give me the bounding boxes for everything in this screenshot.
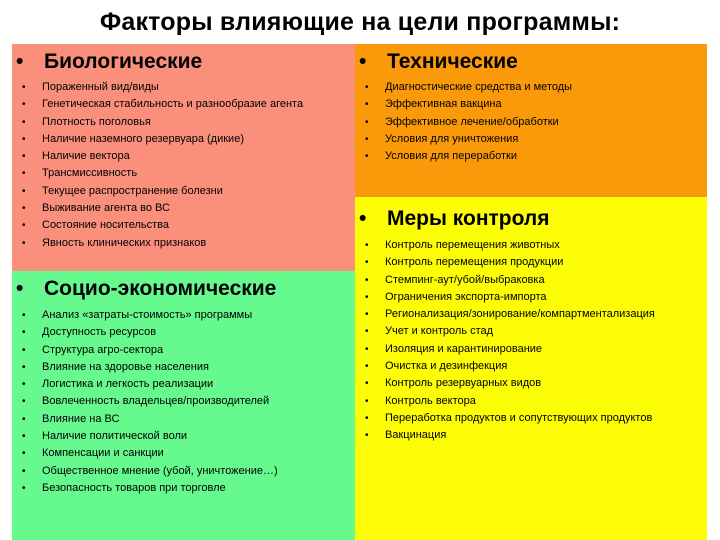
list-item: • Трансмиссивность <box>22 167 347 180</box>
list-item: • Компенсации и санкции <box>22 447 347 460</box>
technical-heading-text: Технические <box>387 50 518 73</box>
socio-economic-heading-text: Социо-экономические <box>44 277 277 300</box>
socio-economic-heading: • Социо-экономические <box>16 277 277 300</box>
list-item: • Контроль резервуарных видов <box>365 377 701 390</box>
socio-economic-list <box>22 309 347 499</box>
list-item: • Наличие вектора <box>22 150 347 163</box>
list-item: • Выживание агента во ВС <box>22 202 347 215</box>
list-item: • Влияние на здоровье населения <box>22 361 347 374</box>
list-item: • Диагностические средства и методы <box>365 81 701 94</box>
control-measures-list <box>365 239 701 447</box>
list-item: • Доступность ресурсов <box>22 326 347 339</box>
biological-heading: • Биологические <box>16 50 203 73</box>
list-item: • Структура агро-сектора <box>22 344 347 357</box>
control-measures-heading: • Меры контроля <box>359 207 550 230</box>
list-item: • Безопасность товаров при торговле <box>22 482 347 495</box>
list-item: • Контроль вектора <box>365 395 701 408</box>
technical-panel <box>355 44 707 197</box>
list-item: • Анализ «затраты-стоимость» программы <box>22 309 347 322</box>
socio-economic-panel <box>12 271 355 540</box>
list-item: • Эффективное лечение/обработки <box>365 116 701 129</box>
biological-list <box>22 81 347 254</box>
list-item: • Плотность поголовья <box>22 116 347 129</box>
technical-heading: • Технические <box>359 50 518 73</box>
slide-title: Факторы влияющие на цели программы: <box>99 8 621 36</box>
list-item: • Наличие наземного резервуара (дикие) <box>22 133 347 146</box>
list-item: • Текущее распространение болезни <box>22 185 347 198</box>
list-item: • Генетическая стабильность и разнообразие агента <box>22 98 347 111</box>
list-item: • Ограничения экспорта-импорта <box>365 291 701 304</box>
list-item: • Очистка и дезинфекция <box>365 360 701 373</box>
list-item: • Эффективная вакцина <box>365 98 701 111</box>
list-item: • Вовлеченность владельцев/производителей <box>22 395 347 408</box>
list-item: • Контроль перемещения продукции <box>365 256 701 269</box>
list-item: • Явность клинических признаков <box>22 237 347 250</box>
list-item: • Учет и контроль стад <box>365 325 701 338</box>
list-item: • Условия для переработки <box>365 150 701 163</box>
list-item: • Условия для уничтожения <box>365 133 701 146</box>
biological-heading-text: Биологические <box>44 50 203 73</box>
list-item: • Стемпинг-аут/убой/выбраковка <box>365 274 701 287</box>
list-item: • Регионализация/зонирование/компартментализация <box>365 308 701 321</box>
list-item: • Наличие политической воли <box>22 430 347 443</box>
list-item: • Вакцинация <box>365 429 701 442</box>
control-measures-heading-text: Меры контроля <box>387 207 550 230</box>
list-item: • Контроль перемещения животных <box>365 239 701 252</box>
list-item: • Логистика и легкость реализации <box>22 378 347 391</box>
list-item: • Переработка продуктов и сопутствующих продуктов <box>365 412 701 425</box>
list-item: • Состояние носительства <box>22 219 347 232</box>
technical-list <box>365 81 701 167</box>
biological-panel <box>12 44 355 271</box>
list-item: • Общественное мнение (убой, уничтожение…) <box>22 465 347 478</box>
list-item: • Влияние на ВС <box>22 413 347 426</box>
list-item: • Пораженный вид/виды <box>22 81 347 94</box>
control-measures-panel <box>355 197 707 540</box>
list-item: • Изоляция и карантинирование <box>365 343 701 356</box>
